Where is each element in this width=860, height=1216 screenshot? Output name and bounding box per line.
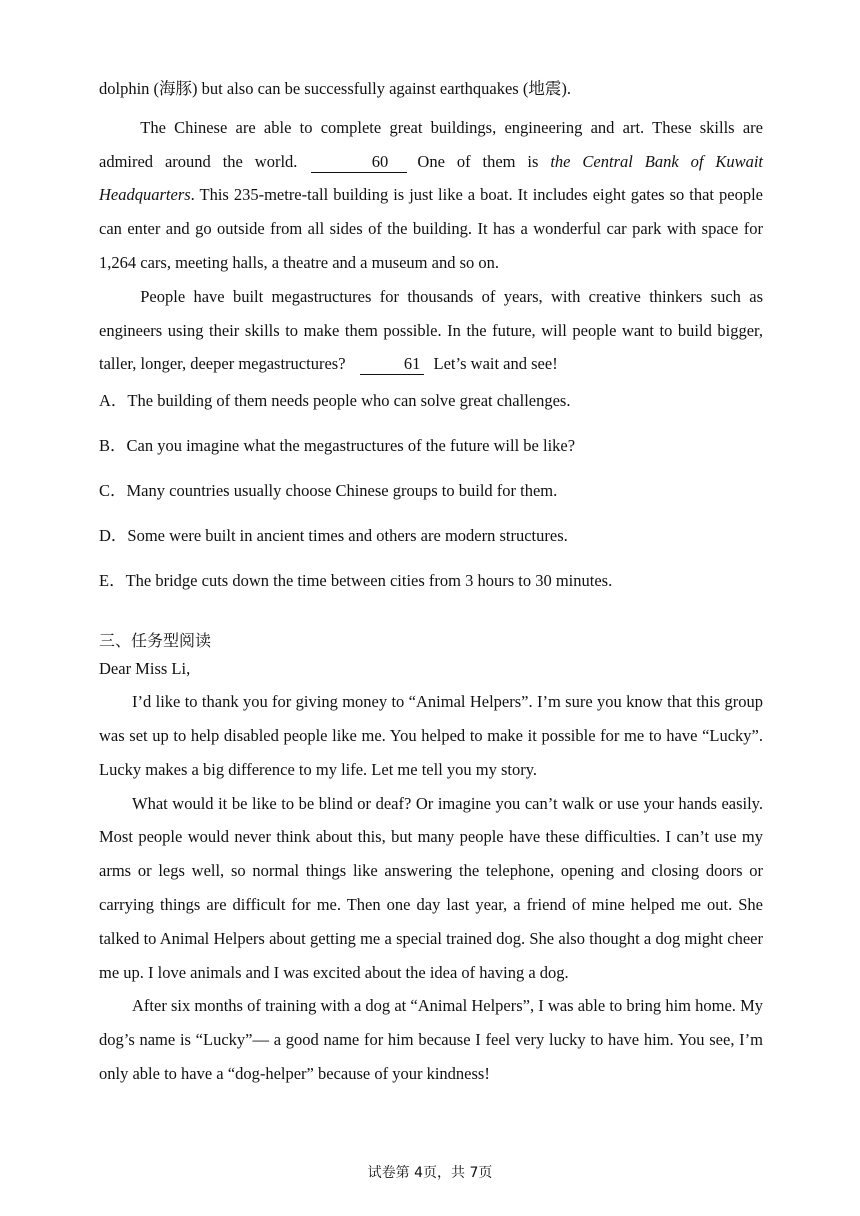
letter-paragraph-2: What would it be like to be blind or deaf? Or imagine you can’t walk or use your hands easily. Most people would never think about this, but many people have these difficulties. I can’t use my arms or legs well, so normal things like answering the telephone, opening and closing doors or carrying things are difficult for me. Then one day last year, a friend of mine helped me out. She talked to Animal Helpers about getting me a special trained dog. She also thought a dog might cheer me up. I love animals and I was excited about the idea of having a dog.	[99, 793, 763, 982]
kuwait-bank-name: the Central Bank of Kuwait Headquarters	[99, 151, 764, 205]
option-d: D．Some were built in ancient times and others are modern structures.	[99, 526, 568, 546]
paragraph-text: People have built megastructures for thousands of years, with creative thinkers such as engineers using their skills to make them possible. In the future, will people want to build bigger, taller, longer, deeper megastructures?	[99, 286, 763, 374]
section-heading: 三、任务型阅读	[99, 631, 212, 651]
options-list	[99, 391, 763, 591]
passage-paragraph-61	[99, 280, 763, 381]
letter-paragraph-1: I’d like to thank you for giving money to “Animal Helpers”. I’m sure you know that this group was set up to help disabled people like me. You helped to make it possible for me to have “Lucky”. Lucky makes a big difference to my life. Let me tell you my story.	[99, 692, 763, 779]
passage-paragraph-60	[99, 111, 763, 280]
option-b: B．Can you imagine what the megastructures of the future will be like?	[99, 436, 576, 456]
answer-blank-61: 61	[360, 354, 424, 375]
passage-line-top: dolphin (海豚) but also can be successfully against earthquakes (地震).	[99, 79, 571, 98]
letter-paragraph-3: After six months of training with a dog at “Animal Helpers”, I was able to bring him home. My dog’s name is “Lucky”— a good name for him because I feel very lucky to have him. You see, I’m only able to have a “dog-helper” because of your kindness!	[99, 996, 763, 1083]
paragraph-text: The Chinese are able to complete great buildings, engineering and art. These skills are admired around the world.	[99, 117, 763, 171]
answer-blank-60: 60	[311, 152, 407, 173]
paragraph-text: One of them is	[417, 151, 539, 171]
paragraph-text: . This 235-metre-tall building is just like a boat. It includes eight gates so that people can enter and go outside from all sides of the building. It has a wonderful car park with space for 1,264 cars, meeting halls, a theatre and a museum and so on.	[99, 185, 763, 272]
page-footer: 试卷第 4页，共 7页	[367, 1165, 493, 1181]
letter-greeting: Dear Miss Li,	[99, 659, 191, 679]
option-e: E．The bridge cuts down the time between cities from 3 hours to 30 minutes.	[99, 571, 613, 591]
document-body	[99, 72, 763, 1091]
option-c: C．Many countries usually choose Chinese groups to build for them.	[99, 481, 558, 501]
paragraph-text: Let’s wait and see!	[433, 354, 558, 374]
option-a: A．The building of them needs people who can solve great challenges.	[99, 391, 571, 411]
